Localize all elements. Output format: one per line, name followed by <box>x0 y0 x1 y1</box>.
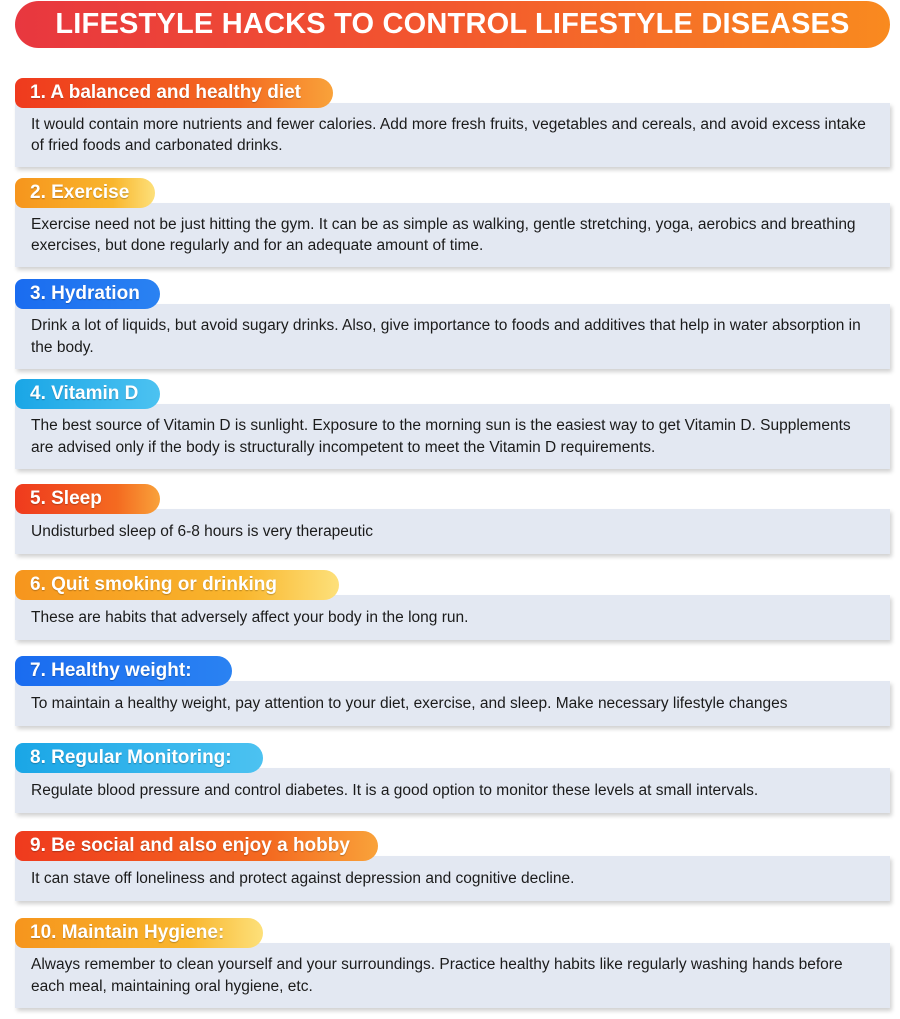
item-heading: 1. A balanced and healthy diet <box>15 78 333 108</box>
item-heading: 10. Maintain Hygiene: <box>15 918 263 948</box>
item-heading: 2. Exercise <box>15 178 155 208</box>
item-description: It can stave off loneliness and protect against depression and cognitive decline. <box>15 856 890 901</box>
item-heading: 4. Vitamin D <box>15 379 160 409</box>
item-heading: 3. Hydration <box>15 279 160 309</box>
item-description: Drink a lot of liquids, but avoid sugary drinks. Also, give importance to foods and additives that help in water absorption in the body. <box>15 304 890 369</box>
item-heading: 9. Be social and also enjoy a hobby <box>15 831 378 861</box>
item-description: It would contain more nutrients and fewer calories. Add more fresh fruits, vegetables and cereals, and avoid excess intake of fried foods and carbonated drinks. <box>15 103 890 167</box>
item-description: Exercise need not be just hitting the gym. It can be as simple as walking, gentle stretching, yoga, aerobics and breathing exercises, but done regularly and for an adequate amount of time. <box>15 203 890 267</box>
item-heading: 6. Quit smoking or drinking <box>15 570 339 600</box>
item-description: These are habits that adversely affect your body in the long run. <box>15 595 890 640</box>
item-description: To maintain a healthy weight, pay attention to your diet, exercise, and sleep. Make necessary lifestyle changes <box>15 681 890 726</box>
item-description: The best source of Vitamin D is sunlight. Exposure to the morning sun is the easiest way to get Vitamin D. Supplements are advised only if the body is structurally incompetent to meet the Vitamin D requirements. <box>15 404 890 469</box>
item-heading: 7. Healthy weight: <box>15 656 232 686</box>
item-heading: 5. Sleep <box>15 484 160 514</box>
page-title: LIFESTYLE HACKS TO CONTROL LIFESTYLE DISEASES <box>15 1 890 48</box>
item-description: Regulate blood pressure and control diabetes. It is a good option to monitor these levels at small intervals. <box>15 768 890 813</box>
item-heading: 8. Regular Monitoring: <box>15 743 263 773</box>
item-description: Always remember to clean yourself and your surroundings. Practice healthy habits like regularly washing hands before each meal, maintaining oral hygiene, etc. <box>15 943 890 1008</box>
item-description: Undisturbed sleep of 6-8 hours is very therapeutic <box>15 509 890 554</box>
